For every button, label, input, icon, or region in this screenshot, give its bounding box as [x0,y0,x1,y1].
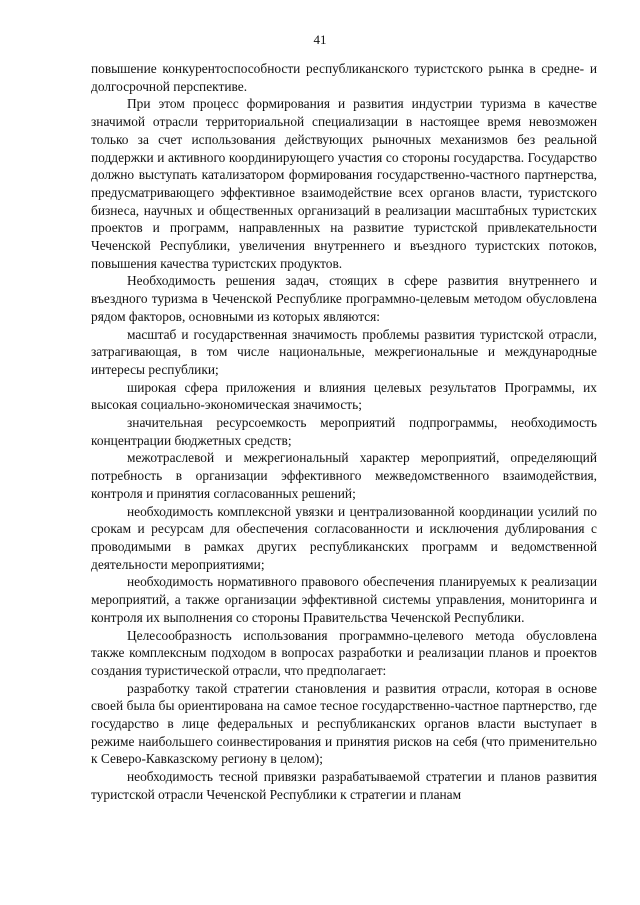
page-number: 41 [313,32,327,47]
document-body [91,60,597,804]
list-item: межотраслевой и межрегиональный характер мероприятий, определяющий потребность в организации эффективного межведомственного взаимодействия, контроля и принятия согласованных решений; [91,450,597,501]
paragraph: повышение конкурентоспособности республиканского туристского рынка в средне- и долгосрочной перспективе. [91,61,597,94]
paragraph: Целесообразность использования программно-целевого метода обусловлена также комплексным подходом в вопросах разработки и реализации планов и проектов создания туристической отрасли, что предполагает: [91,627,597,678]
list-item: масштаб и государственная значимость проблемы развития туристской отрасли, затрагивающая, в том числе национальные, межрегиональные и международные интересы республики; [91,326,597,377]
list-item: необходимость тесной привязки разрабатываемой стратегии и планов развития туристской отрасли Чеченской Республики к стратегии и планам [91,769,597,802]
list-item: значительная ресурсоемкость мероприятий подпрограммы, необходимость концентрации бюджетных средств; [91,415,597,448]
list-item: разработку такой стратегии становления и развития отрасли, которая в основе своей была бы ориентирована на самое тесное государственно-частное партнерство, где государство в лице федеральных и республиканских органов власти выступает в режиме наибольшего соинвестирования и принятия рисков на себя (что применительно к Северо-Кавказскому региону в целом); [91,680,597,767]
list-item: широкая сфера приложения и влияния целевых результатов Программы, их высокая социально-экономическая значимость; [91,379,597,413]
paragraph: Необходимость решения задач, стоящих в сфере развития внутреннего и въездного туризма в Чеченской Республике программно-целевым методом обусловлена рядом факторов, основными из которых являются: [91,273,597,324]
list-item: необходимость комплексной увязки и централизованной координации усилий по срокам и ресурсам для обеспечения согласованности и исключения дублирования с проводимыми в рамках других республиканских программ и ведомственной деятельности мероприятиями; [91,503,597,572]
paragraph: При этом процесс формирования и развития индустрии туризма в качестве значимой отрасли территориальной специализации в настоящее время невозможен только за счет использования действующих рыночных механизмов без реальной поддержки и активного координирующего участия со стороны государства. Государство должно выступать катализатором формирования государственно-частного партнерства, предусматривающего эффективное взаимодействие всех органов власти, туристского бизнеса, научных и общественных организаций в реализации масштабных туристских проектов и программ, направленных на развитие туристской привлекательности Чеченской Республики, увеличения внутреннего и въездного туристских потоков, повышения качества туристских продуктов. [91,96,597,271]
list-item: необходимость нормативного правового обеспечения планируемых к реализации мероприятий, а также организации эффективной системы управления, мониторинга и контроля их выполнения со стороны Правительства Чеченской Республики. [91,574,597,625]
